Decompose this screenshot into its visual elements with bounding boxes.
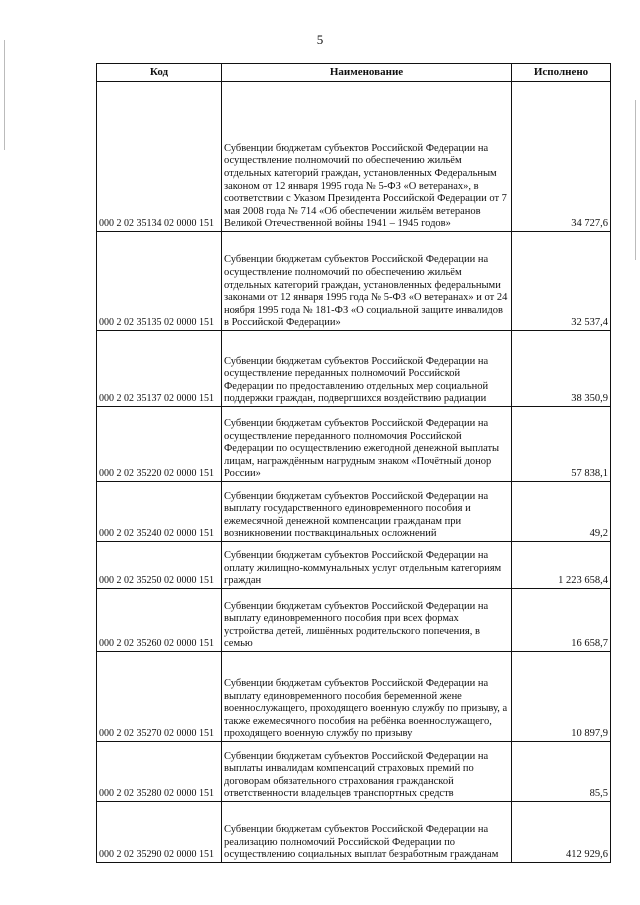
header-amount: Исполнено <box>512 64 611 82</box>
row-code: 000 2 02 35137 02 0000 151 <box>97 331 222 407</box>
row-code: 000 2 02 35134 02 0000 151 <box>97 82 222 232</box>
row-code: 000 2 02 35270 02 0000 151 <box>97 652 222 742</box>
left-margin-mark <box>4 40 5 150</box>
row-name: Субвенции бюджетам субъектов Российской Федерации на осуществление переданного полномочия Российской Федерации по осуществлению ежегодной денежной выплаты лицам, награждённым нагрудным знаком «Почётный донор России» <box>222 407 512 482</box>
header-code: Код <box>97 64 222 82</box>
row-amount: 16 658,7 <box>512 589 611 652</box>
page-number: 5 <box>316 32 324 47</box>
row-name: Субвенции бюджетам субъектов Российской Федерации на выплату единовременного пособия при всех формах устройства детей, лишённых родительского попечения, в семью <box>222 589 512 652</box>
row-amount: 57 838,1 <box>512 407 611 482</box>
row-name: Субвенции бюджетам субъектов Российской Федерации на осуществление переданных полномочий Российской Федерации по предоставлению отдельных мер социальной поддержки граждан, подвергшихся воздействию радиации <box>222 331 512 407</box>
right-margin-mark <box>635 100 636 260</box>
table-row <box>97 482 611 542</box>
header-row <box>97 64 611 82</box>
row-code: 000 2 02 35220 02 0000 151 <box>97 407 222 482</box>
row-amount: 85,5 <box>512 742 611 802</box>
row-name: Субвенции бюджетам субъектов Российской Федерации на осуществление полномочий по обеспечению жильём отдельных категорий граждан, установленных Федеральным законом от 12 января 1995 года № 5-ФЗ «О ветеранах», в соответствии с Указом Президента Российской Федерации от 7 мая 2008 года № 714 «Об обеспечении жильём ветеранов Великой Отечественной войны 1941 – 1945 годов» <box>222 82 512 232</box>
row-name: Субвенции бюджетам субъектов Российской Федерации на оплату жилищно-коммунальных услуг отдельным категориям граждан <box>222 542 512 589</box>
row-amount: 10 897,9 <box>512 652 611 742</box>
header-name: Наименование <box>222 64 512 82</box>
row-code: 000 2 02 35260 02 0000 151 <box>97 589 222 652</box>
row-name: Субвенции бюджетам субъектов Российской Федерации на выплату единовременного пособия беременной жене военнослужащего, проходящего военную службу по призыву, а также ежемесячного пособия на ребёнка военнослужащего, проходящего военную службу по призыву <box>222 652 512 742</box>
row-amount: 412 929,6 <box>512 802 611 863</box>
table-row <box>97 589 611 652</box>
table-row <box>97 331 611 407</box>
row-code: 000 2 02 35290 02 0000 151 <box>97 802 222 863</box>
table-row <box>97 232 611 331</box>
row-amount: 49,2 <box>512 482 611 542</box>
row-amount: 38 350,9 <box>512 331 611 407</box>
budget-table <box>96 63 611 863</box>
row-name: Субвенции бюджетам субъектов Российской Федерации на выплату государственного единовременного пособия и ежемесячной денежной компенсации гражданам при возникновении поствакцинальных осложнений <box>222 482 512 542</box>
row-name: Субвенции бюджетам субъектов Российской Федерации на выплаты инвалидам компенсаций страховых премий по договорам обязательного страхования гражданской ответственности владельцев транспортных средств <box>222 742 512 802</box>
row-amount: 32 537,4 <box>512 232 611 331</box>
row-code: 000 2 02 35280 02 0000 151 <box>97 742 222 802</box>
row-name: Субвенции бюджетам субъектов Российской Федерации на осуществление полномочий по обеспечению жильём отдельных категорий граждан, установленных федеральными законами от 12 января 1995 года № 5-ФЗ «О ветеранах» и от 24 ноября 1995 года № 181-ФЗ «О социальной защите инвалидов в Российской Федерации» <box>222 232 512 331</box>
table-row <box>97 407 611 482</box>
table-row <box>97 82 611 232</box>
row-amount: 1 223 658,4 <box>512 542 611 589</box>
table-row <box>97 542 611 589</box>
row-name: Субвенции бюджетам субъектов Российской Федерации на реализацию полномочий Российской Федерации по осуществлению социальных выплат безработным гражданам <box>222 802 512 863</box>
table-row <box>97 652 611 742</box>
row-code: 000 2 02 35250 02 0000 151 <box>97 542 222 589</box>
table-row <box>97 802 611 863</box>
table-row <box>97 742 611 802</box>
row-code: 000 2 02 35135 02 0000 151 <box>97 232 222 331</box>
row-code: 000 2 02 35240 02 0000 151 <box>97 482 222 542</box>
row-amount: 34 727,6 <box>512 82 611 232</box>
